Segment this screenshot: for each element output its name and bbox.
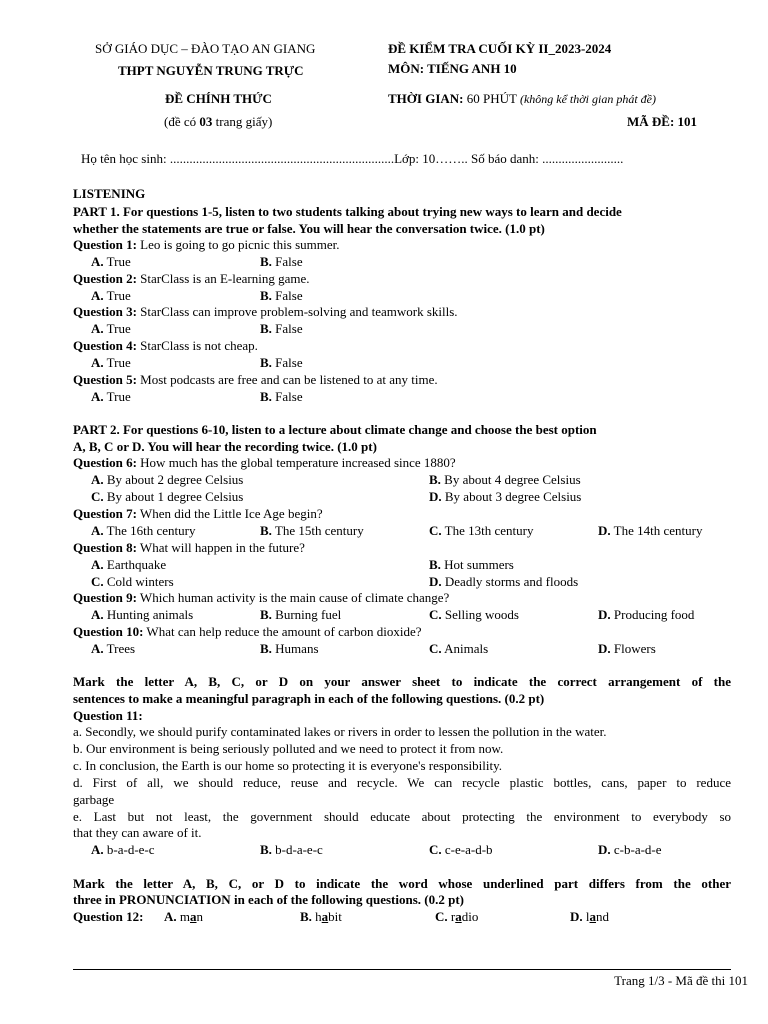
q9-option-b[interactable]: B. Burning fuel (260, 607, 342, 622)
q1-option-b[interactable]: B. False (260, 254, 303, 269)
sentence-b: b. Our environment is being seriously polluted and we need to protect it from now. (73, 741, 504, 756)
q5-option-b[interactable]: B. False (260, 389, 303, 404)
question-8: Question 8: What will happen in the future? (73, 540, 305, 555)
arrangement-instruction-1: Mark the letter A, B, C, or D on your answer sheet to indicate the correct arrangement of the (73, 674, 731, 689)
q8-option-c[interactable]: C. Cold winters (91, 574, 174, 589)
question-2: Question 2: StarClass is an E-learning game. (73, 271, 310, 286)
footer-page-info: Trang 1/3 - Mã đề thi 101 (614, 973, 748, 988)
q10-option-b[interactable]: B. Humans (260, 641, 319, 656)
q2-option-a[interactable]: A. True (91, 288, 131, 303)
question-3: Question 3: StarClass can improve problem-solving and teamwork skills. (73, 304, 458, 319)
q3-option-b[interactable]: B. False (260, 321, 303, 336)
question-1: Question 1: Leo is going to go picnic this summer. (73, 237, 340, 252)
header-code: MÃ ĐỀ: 101 (627, 114, 698, 129)
q4-option-b[interactable]: B. False (260, 355, 303, 370)
sentence-d-line2: garbage (73, 792, 115, 807)
q9-option-c[interactable]: C. Selling woods (429, 607, 519, 622)
question-9: Question 9: Which human activity is the main cause of climate change? (73, 590, 450, 605)
q2-option-b[interactable]: B. False (260, 288, 303, 303)
q3-option-a[interactable]: A. True (91, 321, 131, 336)
q6-option-c[interactable]: C. By about 1 degree Celsius (91, 489, 244, 504)
header-school: THPT NGUYỄN TRUNG TRỰC (118, 63, 304, 78)
question-11: Question 11: (73, 708, 143, 723)
q11-option-a[interactable]: A. b-a-d-e-c (91, 842, 155, 857)
q11-option-c[interactable]: C. c-e-a-d-b (429, 842, 493, 857)
q7-option-a[interactable]: A. The 16th century (91, 523, 196, 538)
q7-option-c[interactable]: C. The 13th century (429, 523, 534, 538)
q10-option-a[interactable]: A. Trees (91, 641, 136, 656)
arrangement-instruction-2: sentences to make a meaningful paragraph in each of the following questions. (0.2 pt) (73, 691, 545, 706)
q11-option-b[interactable]: B. b-d-a-e-c (260, 842, 323, 857)
question-10: Question 10: What can help reduce the amount of carbon dioxide? (73, 624, 422, 639)
header-official: ĐỀ CHÍNH THỨC (165, 91, 272, 106)
q6-option-d[interactable]: D. By about 3 degree Celsius (429, 489, 582, 504)
q12-option-b[interactable]: B. habit (300, 909, 342, 924)
q6-option-a[interactable]: A. By about 2 degree Celsius (91, 472, 244, 487)
header-subject: MÔN: TIẾNG ANH 10 (388, 61, 517, 76)
sentence-c: c. In conclusion, the Earth is our home so protecting it is everyone's responsibility. (73, 758, 502, 773)
q7-option-b[interactable]: B. The 15th century (260, 523, 364, 538)
q12-option-d[interactable]: D. land (570, 909, 610, 924)
header-time: THỜI GIAN: 60 PHÚT (không kể thời gian phát đề) (388, 91, 656, 106)
q11-option-d[interactable]: D. c-b-a-d-e (598, 842, 662, 857)
student-info-line: Họ tên học sinh: .....................................................................Lớp: 10…….. Số báo danh: ......................... (81, 151, 624, 166)
header-pages: (đề có 03 trang giấy) (164, 114, 273, 129)
question-6: Question 6: How much has the global temperature increased since 1880? (73, 455, 456, 470)
q12-option-a[interactable]: A. man (164, 909, 204, 924)
q7-option-d[interactable]: D. The 14th century (598, 523, 703, 538)
q8-option-d[interactable]: D. Deadly storms and floods (429, 574, 579, 589)
q9-option-d[interactable]: D. Producing food (598, 607, 695, 622)
q8-option-b[interactable]: B. Hot summers (429, 557, 514, 572)
part2-instruction-1: PART 2. For questions 6-10, listen to a lecture about climate change and choose the best option (73, 422, 597, 437)
sentence-d-line1: d. First of all, we should reduce, reuse and recycle. We can recycle plastic bottles, cans, paper to reduce (73, 775, 731, 790)
pronunciation-instruction-1: Mark the letter A, B, C, or D to indicate the word whose underlined part differs from the other (73, 876, 731, 891)
part1-instruction-2: whether the statements are true or false. You will hear the conversation twice. (1.0 pt) (73, 221, 545, 236)
header-dept: SỞ GIÁO DỤC – ĐÀO TẠO AN GIANG (95, 41, 316, 56)
q8-option-a[interactable]: A. Earthquake (91, 557, 167, 572)
q9-option-a[interactable]: A. Hunting animals (91, 607, 194, 622)
sentence-e-line1: e. Last but not least, the government should educate about protecting the environment to everybody so (73, 809, 731, 824)
sentence-a: a. Secondly, we should purify contaminated lakes or rivers in order to lessen the pollution in the water. (73, 724, 607, 739)
q10-option-c[interactable]: C. Animals (429, 641, 489, 656)
q1-option-a[interactable]: A. True (91, 254, 131, 269)
part2-instruction-2: A, B, C or D. You will hear the recording twice. (1.0 pt) (73, 439, 377, 454)
q6-option-b[interactable]: B. By about 4 degree Celsius (429, 472, 581, 487)
header-exam: ĐỀ KIỂM TRA CUỐI KỲ II_2023-2024 (388, 41, 612, 56)
question-7: Question 7: When did the Little Ice Age begin? (73, 506, 323, 521)
pronunciation-instruction-2: three in PRONUNCIATION in each of the following questions. (0.2 pt) (73, 892, 464, 907)
footer-divider (73, 969, 731, 970)
q10-option-d[interactable]: D. Flowers (598, 641, 656, 656)
question-5: Question 5: Most podcasts are free and can be listened to at any time. (73, 372, 438, 387)
q5-option-a[interactable]: A. True (91, 389, 131, 404)
q12-option-c[interactable]: C. radio (435, 909, 479, 924)
question-12: Question 12: (73, 909, 144, 924)
listening-title: LISTENING (73, 186, 146, 201)
question-4: Question 4: StarClass is not cheap. (73, 338, 258, 353)
sentence-e-line2: that they can aware of it. (73, 825, 202, 840)
q4-option-a[interactable]: A. True (91, 355, 131, 370)
part1-instruction-1: PART 1. For questions 1-5, listen to two students talking about trying new ways to learn and decide (73, 204, 622, 219)
